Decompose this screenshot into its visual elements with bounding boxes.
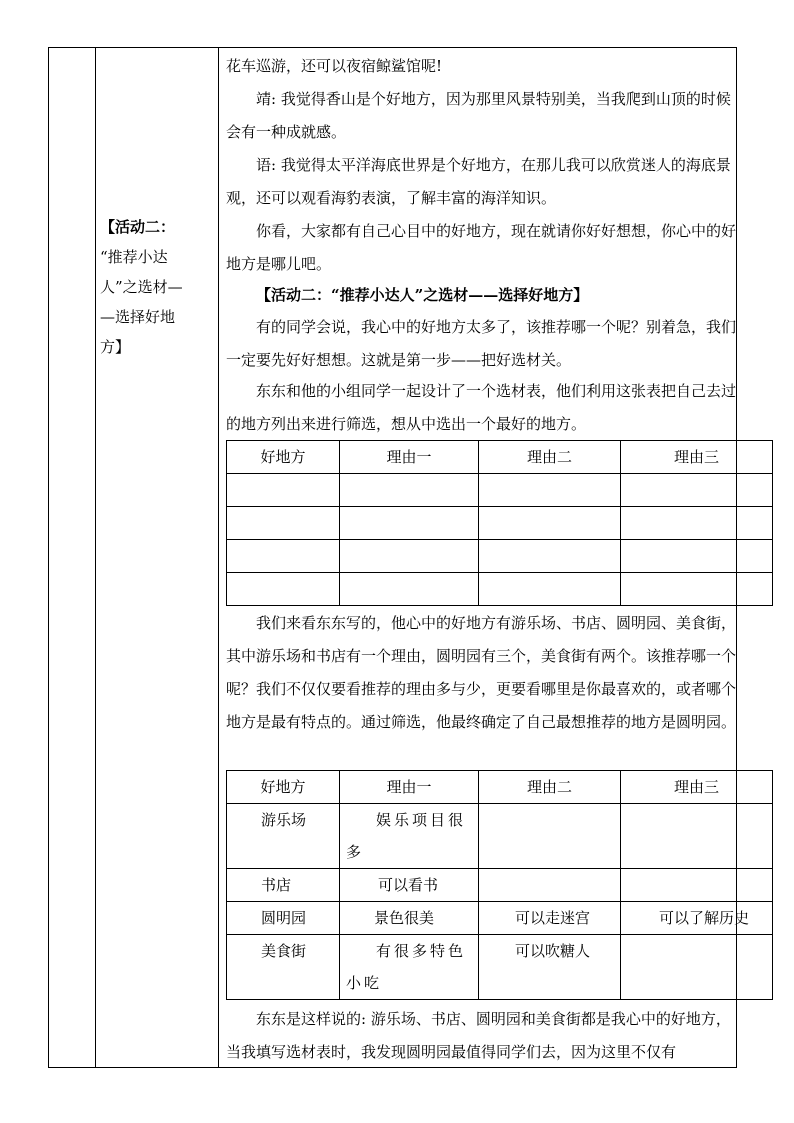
header-cell: 理由三 [621,771,773,804]
table-row [227,540,773,573]
reason-cell: 可以看书 [378,876,439,894]
reason-cell: 可以吹糖人 [515,942,591,960]
activity-label [100,212,212,362]
table-row [227,507,773,540]
frame-col2-line [218,47,219,1068]
table-row [227,474,773,507]
place-cell: 游乐场 [261,811,307,829]
filled-selection-table [226,770,773,1000]
activity-label-line: 方】 [100,338,131,356]
reason-cell: 景色很美 [374,909,435,927]
paragraph: 语: 我觉得太平洋海底世界是个好地方，在那儿我可以欣赏迷人的海底景观，还可以观看海豹表演，了解丰富的海洋知识。 [226,156,731,207]
activity-label-line: —选择好地 [100,308,176,326]
header-cell: 理由二 [479,771,621,804]
paragraph: 东东和他的小组同学一起设计了一个选材表，他们利用这张表把自己去过的地方列出来进行筛选，想从中选出一个最好的地方。 [226,382,737,433]
paragraph: 我们来看东东写的，他心中的好地方有游乐场、书店、圆明园、美食街，其中游乐场和书店有一个理由，圆明园有三个，美食街有两个。该推荐哪一个呢？我们不仅仅要看推荐的理由多与少，更要看哪里是你最喜欢的，或者哪个地方是最有特点的。通过筛选，他最终确定了自己最想推荐的地方是圆明园。 [226,614,737,731]
header-cell: 好地方 [227,771,340,804]
place-cell: 美食街 [261,942,307,960]
frame-col1-line [95,47,96,1068]
reason-cell: 可以走迷宫 [515,909,591,927]
table-row [227,573,773,606]
header-cell: 理由二 [479,441,621,474]
header-cell: 好地方 [227,441,340,474]
header-cell: 理由三 [621,441,773,474]
activity-label-line: 人”之选材— [100,278,183,296]
activity-label-line: “推荐小达 [100,248,168,266]
paragraph: 靖: 我觉得香山是个好地方，因为那里风景特别美，当我爬到山顶的时候会有一种成就感。 [226,90,731,141]
reason-cell: 有很多特色小吃 [346,942,467,992]
header-cell: 理由一 [340,441,479,474]
table-row [227,902,773,935]
table-row [227,869,773,902]
reason-cell: 可以了解历史 [659,909,750,927]
table-row [227,804,773,869]
place-cell: 圆明园 [261,909,307,927]
reason-cell: 娱乐项目很多 [346,811,467,861]
header-cell: 理由一 [340,771,479,804]
table-row [227,935,773,1000]
paragraph: 花车巡游，还可以夜宿鲸鲨馆呢! [226,57,443,75]
frame-left-line [48,47,49,1068]
activity-label-line: 【活动二： [100,218,176,236]
paragraph: 有的同学会说，我心中的好地方太多了，该推荐哪一个呢？别着急，我们一定要先好好想想。这就是第一步——把好选材关。 [226,318,737,369]
paragraph: 东东是这样说的: 游乐场、书店、圆明园和美食街都是我心中的好地方，当我填写选材表时，我发现圆明园最值得同学们去，因为这里不仅有 [226,1010,731,1061]
empty-selection-table [226,440,773,606]
frame-top-line [48,47,737,48]
paragraph: 你看，大家都有自己心目中的好地方，现在就请你好好想想，你心中的好地方是哪儿吧。 [226,222,737,273]
section-heading: 【活动二：“推荐小达人”之选材——选择好地方】 [256,286,589,304]
place-cell: 书店 [261,876,292,894]
